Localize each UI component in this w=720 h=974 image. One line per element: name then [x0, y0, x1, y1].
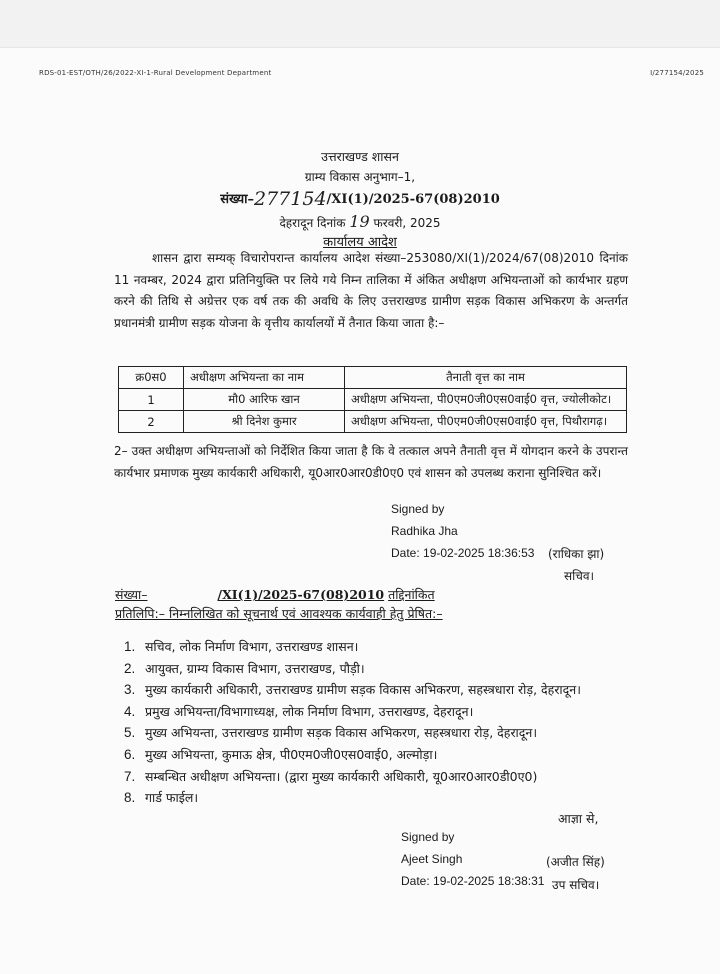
date-prefix: देहरादून दिनांक	[279, 216, 346, 230]
date-suffix: फरवरी, 2025	[373, 216, 441, 230]
table-row	[119, 411, 627, 433]
table-header-posting: तैनाती वृत्त का नाम	[345, 367, 627, 389]
table-cell-serial: 1	[119, 389, 184, 411]
signature-date: Date: 19-02-2025 18:36:53	[391, 546, 535, 560]
receipt-number-header: I/277154/2025	[650, 69, 704, 77]
order-paragraph-2: 2– उक्त अधीक्षण अभियन्ताओं को निर्देशित किया जाता है कि वे तत्काल अपने तैनाती वृत्त में योगदान करने के उपरान्त कार्यभार प्रमाणक मुख्य कार्यकारी अधिकारी, यू0आर0आर0डी0ए0 एवं शासन को उपलब्ध कराना सुनिश्चित करें।	[114, 444, 628, 480]
by-order-text: आज्ञा से,	[558, 811, 599, 826]
list-item: 3. मुख्य कार्यकारी अधिकारी, उत्तराखण्ड ग्रामीण सड़क विकास अभिकरण, सहस्त्रधारा रोड़, देहरादून।	[124, 682, 581, 698]
order-paragraph-1: शासन द्वारा सम्यक् विचारोपरान्त कार्यालय आदेश संख्या–253080/XI(1)/2024/67(08)2010 दिनांक 11 नवम्बर, 2024 द्वारा प्रतिनियुक्ति पर लिये गये निम्न तालिका में अंकित अधीक्षण अभियन्ताओं को कार्यभार ग्रहण करने की तिथि से अग्रेत्तर एक वर्ष तक की अवधि के लिए उत्तराखण्ड ग्रामीण सड़क विकास अभिकरण के अन्तर्गत प्रधानमंत्री ग्रामीण सड़क योजना के वृत्तीय कार्यालयों में तैनात किया जाता है:–	[114, 251, 628, 330]
signed-by-label: Signed by	[401, 830, 455, 844]
table-cell-posting: अधीक्षण अभियन्ता, पी0एम0जी0एस0वाई0 वृत्त, ज्योलीकोट।	[345, 389, 627, 411]
copy-ref-prefix: संख्या–	[115, 587, 148, 602]
table-header-row	[119, 367, 627, 389]
file-reference-header: RDS-01-EST/OTH/26/2022-XI-1-Rural Development Department	[39, 69, 272, 77]
copy-to-heading: प्रतिलिपि:– निम्नलिखित को सूचनार्थ एवं आवश्यक कार्यवाही हेतु प्रेषित:–	[115, 606, 443, 621]
list-item: 6. मुख्य अभियन्ता, कुमाऊ क्षेत्र, पी0एम0जी0एस0वाई0, अल्मोड़ा।	[124, 746, 438, 762]
copy-recipients-list	[124, 636, 581, 809]
table-cell-posting: अधीक्षण अभियन्ता, पी0एम0जी0एस0वाई0 वृत्त, पिथौरागढ़।	[345, 411, 627, 433]
list-item: 8. गार्ड फाईल।	[124, 790, 199, 806]
list-item: 5. मुख्य अभियन्ता, उत्तराखण्ड ग्रामीण सड़क विकास अभिकरण, सहस्त्रधारा रोड़, देहरादून।	[124, 725, 538, 741]
list-item: 1. सचिव, लोक निर्माण विभाग, उत्तराखण्ड शासन।	[124, 639, 359, 654]
signature-date: Date: 19-02-2025 18:38:31	[401, 874, 545, 888]
list-item: 7. सम्बन्धित अधीक्षण अभियन्ता। (द्वारा मुख्य कार्यकारी अधिकारी, यू0आर0आर0डी0ए0)	[124, 768, 538, 784]
government-title: उत्तराखण्ड शासन	[321, 149, 399, 164]
section-title: ग्राम्य विकास अनुभाग–1,	[304, 170, 416, 184]
signer-name: Radhika Jha	[391, 524, 458, 538]
order-date	[0, 212, 720, 231]
signer-hindi-name: (राधिका झा)	[548, 547, 605, 561]
posting-table	[118, 366, 627, 433]
table-cell-serial: 2	[119, 411, 184, 433]
signer-name: Ajeet Singh	[401, 852, 463, 866]
table-cell-name: मौ0 आरिफ खान	[184, 389, 345, 411]
office-order-title: कार्यालय आदेश	[323, 235, 397, 250]
table-header-name: अधीक्षण अभियन्ता का नाम	[184, 367, 345, 389]
signer-designation: उप सचिव।	[552, 878, 600, 892]
order-number-suffix: /XI(1)/2025-67(08)2010	[326, 192, 500, 207]
copy-reference-number	[115, 586, 435, 603]
order-number	[0, 188, 720, 210]
signed-by-label: Signed by	[391, 502, 445, 516]
signer-designation: सचिव।	[564, 569, 595, 583]
digital-signature-1	[391, 498, 534, 564]
table-header-serial: क्र0स0	[119, 367, 184, 389]
list-item: 4. प्रमुख अभियन्ता/विभागाध्यक्ष, लोक निर्माण विभाग, उत्तराखण्ड, देहरादून।	[124, 703, 474, 719]
order-number-prefix: संख्या–	[220, 192, 254, 207]
document-page	[0, 48, 720, 974]
copy-ref-suffix: /XI(1)/2025-67(08)2010	[217, 587, 385, 602]
table-row	[119, 389, 627, 411]
copy-ref-tail: तद्दिनांकित	[388, 587, 435, 602]
list-item: 2. आयुक्त, ग्राम्य विकास विभाग, उत्तराखण्ड, पौड़ी।	[124, 660, 365, 676]
signer-hindi-name: (अजीत सिंह)	[546, 855, 605, 869]
handwritten-day: 19	[349, 212, 370, 231]
table-cell-name: श्री दिनेश कुमार	[184, 411, 345, 433]
handwritten-number: 277154	[254, 188, 327, 210]
digital-signature-2	[401, 826, 544, 892]
